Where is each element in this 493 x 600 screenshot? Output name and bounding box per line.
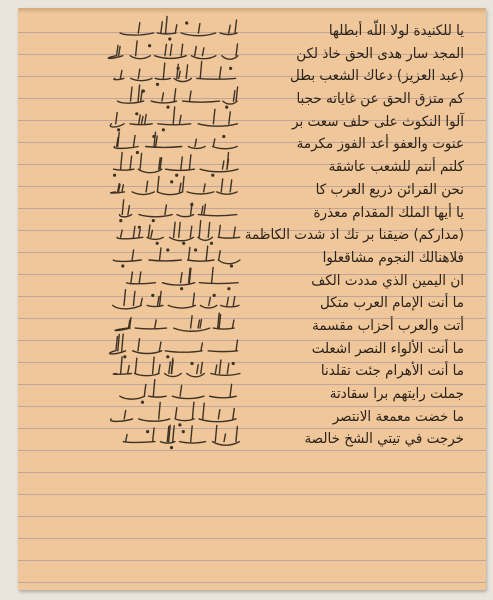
handwritten-verse-line — [120, 380, 237, 404]
handwritten-verse-line — [114, 132, 237, 153]
verse-line: نحن القرائن ذريع العرب كا — [315, 181, 464, 199]
verse-line: يا للكنيدة لولا اللّه أبطلها — [328, 22, 464, 40]
verse-line: عنوت والعفو أعد الفوز مكرمة — [296, 136, 464, 153]
handwritten-verse-line — [113, 246, 240, 267]
handwritten-verse-line — [111, 402, 236, 426]
verse-line: (مداركم) ضيقنا بر تك اذ شدت الكاظمة — [244, 226, 464, 244]
verse-line: جملت رايتهم برا سقادتة — [329, 385, 464, 403]
handwritten-verse-line — [113, 290, 239, 309]
handwritten-verse-line — [110, 334, 238, 358]
handwritten-verse-line — [123, 425, 239, 448]
verse-line: ما أنت الألواء النصر اشعلت — [311, 340, 464, 358]
handwritten-verse-line — [115, 313, 234, 331]
verse-line: فلاهنالك النجوم مشاقعلوا — [322, 249, 464, 267]
verse-line: (عبد العزيز) دعاك الشعب بطل — [290, 67, 464, 85]
right-hemistich-column — [244, 20, 464, 451]
verse-line: أتت والعرب أحزاب مقسمة — [312, 317, 464, 335]
verse-line: يا أيها الملك المقدام معذرة — [313, 204, 464, 221]
notebook-page — [18, 8, 486, 590]
verse-line: ما أنت الأهرام جئت تقلدنا — [320, 362, 464, 380]
verse-line: كلتم أنتم للشعب عاشقة — [328, 158, 464, 176]
verse-line: ان اليمين الذي مددت الكف — [311, 272, 464, 289]
handwritten-verse-line — [118, 85, 238, 108]
handwritten-verse-line — [120, 16, 237, 40]
handwritten-verse-line — [113, 357, 240, 377]
handwritten-verse-line — [117, 221, 240, 245]
handwritten-verse-line — [114, 152, 239, 176]
verse-line: المجد سار هدى الحق خاذ لكن — [296, 45, 464, 63]
verse-line: خرجت في تيتي الشخ خالصة — [304, 430, 464, 448]
handwritten-verse-line — [111, 176, 237, 194]
handwritten-verse-line — [120, 200, 237, 222]
handwritten-verse-line — [108, 41, 238, 59]
handwritten-verse-line — [114, 62, 236, 86]
verse-line: كم متزق الحق عن غاياته حجبا — [296, 90, 464, 108]
verse-line: ما خضت معمعة الانتصر — [332, 408, 464, 426]
handwritten-verse-line — [127, 267, 239, 289]
verse-line: آلوا النكوث على حلف سعت بر — [292, 113, 464, 131]
handwritten-verse-line — [110, 107, 237, 131]
verse-line: ما أنت الإمام العرب متكل — [320, 294, 464, 312]
